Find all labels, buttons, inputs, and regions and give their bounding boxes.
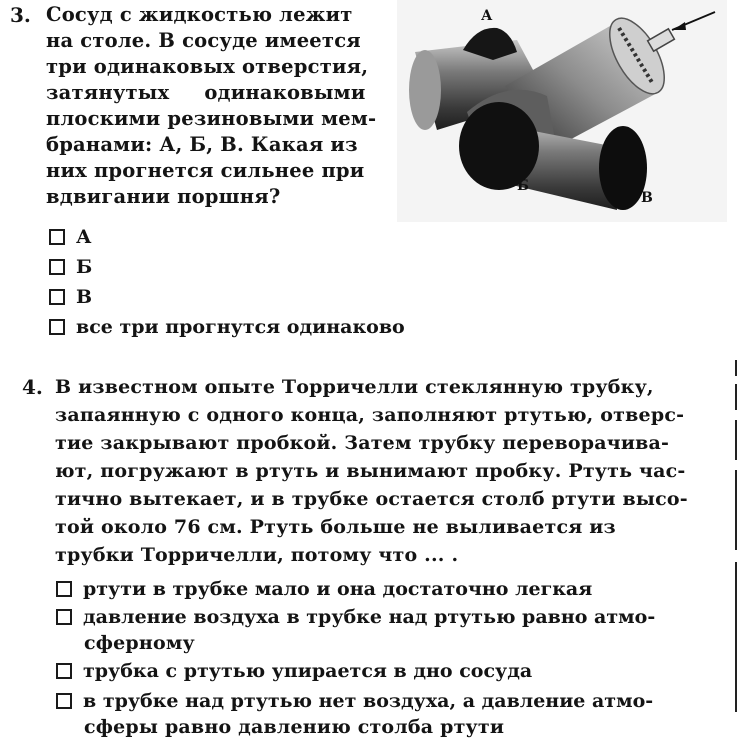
question-3-text-line: три одинаковых отверстия, (46, 55, 369, 78)
checkbox[interactable] (49, 289, 65, 305)
option-label: трубка с ртутью упирается в дно сосуда (83, 660, 533, 682)
scan-edge-mark (735, 470, 737, 550)
membrane-v (599, 126, 647, 210)
question-4-text-line: ют, погружают в ртуть и вынимают пробку. Ртуть час- (55, 460, 686, 482)
question-3-text-line: на столе. В сосуде имеется (46, 29, 361, 52)
question-4-text-line: тие закрывают пробкой. Затем трубку переворачива- (55, 432, 670, 454)
checkbox[interactable] (49, 229, 65, 245)
scan-edge-mark (735, 384, 737, 410)
question-3-text-line: Сосуд с жидкостью лежит (46, 3, 353, 26)
question-3-text-line: них прогнется сильнее при (46, 159, 365, 182)
label-b: Б (517, 178, 529, 194)
question-4-number: 4. (22, 375, 43, 399)
option-label: ртути в трубке мало и она достаточно легкая (83, 578, 593, 600)
label-a: А (481, 8, 493, 24)
question-4-text-line: той около 76 см. Ртуть больше не выливается из (55, 516, 616, 538)
question-3-text-line: бранами: А, Б, В. Какая из (46, 133, 358, 156)
scan-edge-mark (735, 360, 737, 376)
option-label: А (76, 226, 92, 248)
option-label: Б (76, 256, 93, 278)
question-4-text-line: В известном опыте Торричелли стеклянную трубку, (55, 376, 654, 398)
vessel-figure (397, 0, 727, 222)
membrane-b (459, 102, 539, 190)
label-v: В (641, 190, 653, 206)
question-4-text-line: запаянную с одного конца, заполняют ртутью, отверс- (55, 404, 685, 426)
checkbox[interactable] (56, 581, 72, 597)
question-4-text-line: трубки Торричелли, потому что ... . (55, 544, 459, 566)
checkbox[interactable] (56, 663, 72, 679)
answer-option-4d[interactable] (56, 688, 653, 714)
option-label: давление воздуха в трубке над ртутью равно атмо- (83, 606, 656, 628)
question-3-text-line: затянутых одинаковыми (46, 81, 366, 104)
option-label: В (76, 286, 93, 308)
option-label-continuation: сферному (84, 632, 195, 654)
checkbox[interactable] (56, 609, 72, 625)
checkbox[interactable] (49, 259, 65, 275)
answer-option-4b[interactable] (56, 604, 655, 630)
answer-option-4a[interactable] (56, 576, 592, 602)
question-3-number: 3. (10, 3, 31, 27)
question-3-text-line: плоскими резиновыми мем- (46, 107, 377, 130)
question-3-text-line: вдвигании поршня? (46, 185, 281, 208)
scan-edge-mark (735, 420, 737, 460)
question-4-text-line: тично вытекает, и в трубке остается столб ртути высо- (55, 488, 688, 510)
scan-edge-mark (735, 562, 737, 712)
answer-option-3b[interactable] (49, 254, 92, 280)
option-label: в трубке над ртутью нет воздуха, а давление атмо- (83, 690, 654, 712)
option-label: все три прогнутся одинаково (76, 316, 405, 338)
option-label-continuation: сферы равно давлению столба ртути (84, 716, 505, 738)
answer-option-3a[interactable] (49, 224, 91, 250)
checkbox[interactable] (56, 693, 72, 709)
checkbox[interactable] (49, 319, 65, 335)
answer-option-3c[interactable] (49, 284, 92, 310)
answer-option-4c[interactable] (56, 658, 532, 684)
answer-option-3d[interactable] (49, 314, 405, 340)
pipe-rear-end (409, 50, 441, 130)
